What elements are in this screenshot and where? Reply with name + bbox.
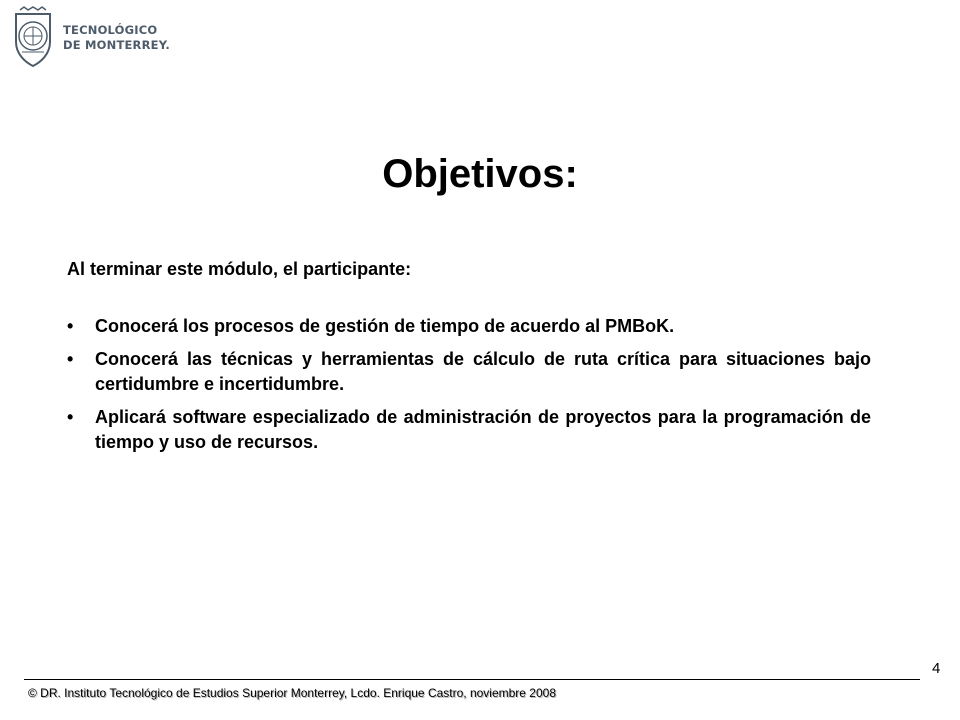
objective-item <box>67 314 871 339</box>
bullet-icon: • <box>67 349 74 369</box>
logo-line-1: TECNOLÓGICO <box>63 23 158 37</box>
page-number: 4 <box>932 660 941 677</box>
bullet-icon: • <box>67 316 74 336</box>
objective-item <box>67 347 871 397</box>
logo-line-2: DE MONTERREY. <box>63 38 170 52</box>
objective-item <box>67 405 871 455</box>
bullet-icon: • <box>67 407 74 427</box>
seal-icon <box>10 6 56 68</box>
objective-text: Conocerá las técnicas y herramientas de cálculo de ruta crítica para situaciones bajo certidumbre e incertidumbre. <box>95 349 871 394</box>
slide-intro: Al terminar este módulo, el participante: <box>67 259 412 279</box>
institution-logo <box>10 6 180 72</box>
objective-text: Conocerá los procesos de gestión de tiempo de acuerdo al PMBoK. <box>95 316 675 336</box>
footer-copyright: © DR. Instituto Tecnológico de Estudios Superior Monterrey, Lcdo. Enrique Castro, noviembre 2008 <box>28 686 557 700</box>
objectives-list <box>67 314 871 463</box>
slide-title: Objetivos: <box>382 152 578 196</box>
objective-text: Aplicará software especializado de administración de proyectos para la programación de tiempo y uso de recursos. <box>95 407 871 452</box>
logo-wordmark <box>63 23 170 53</box>
footer-divider <box>24 679 920 680</box>
